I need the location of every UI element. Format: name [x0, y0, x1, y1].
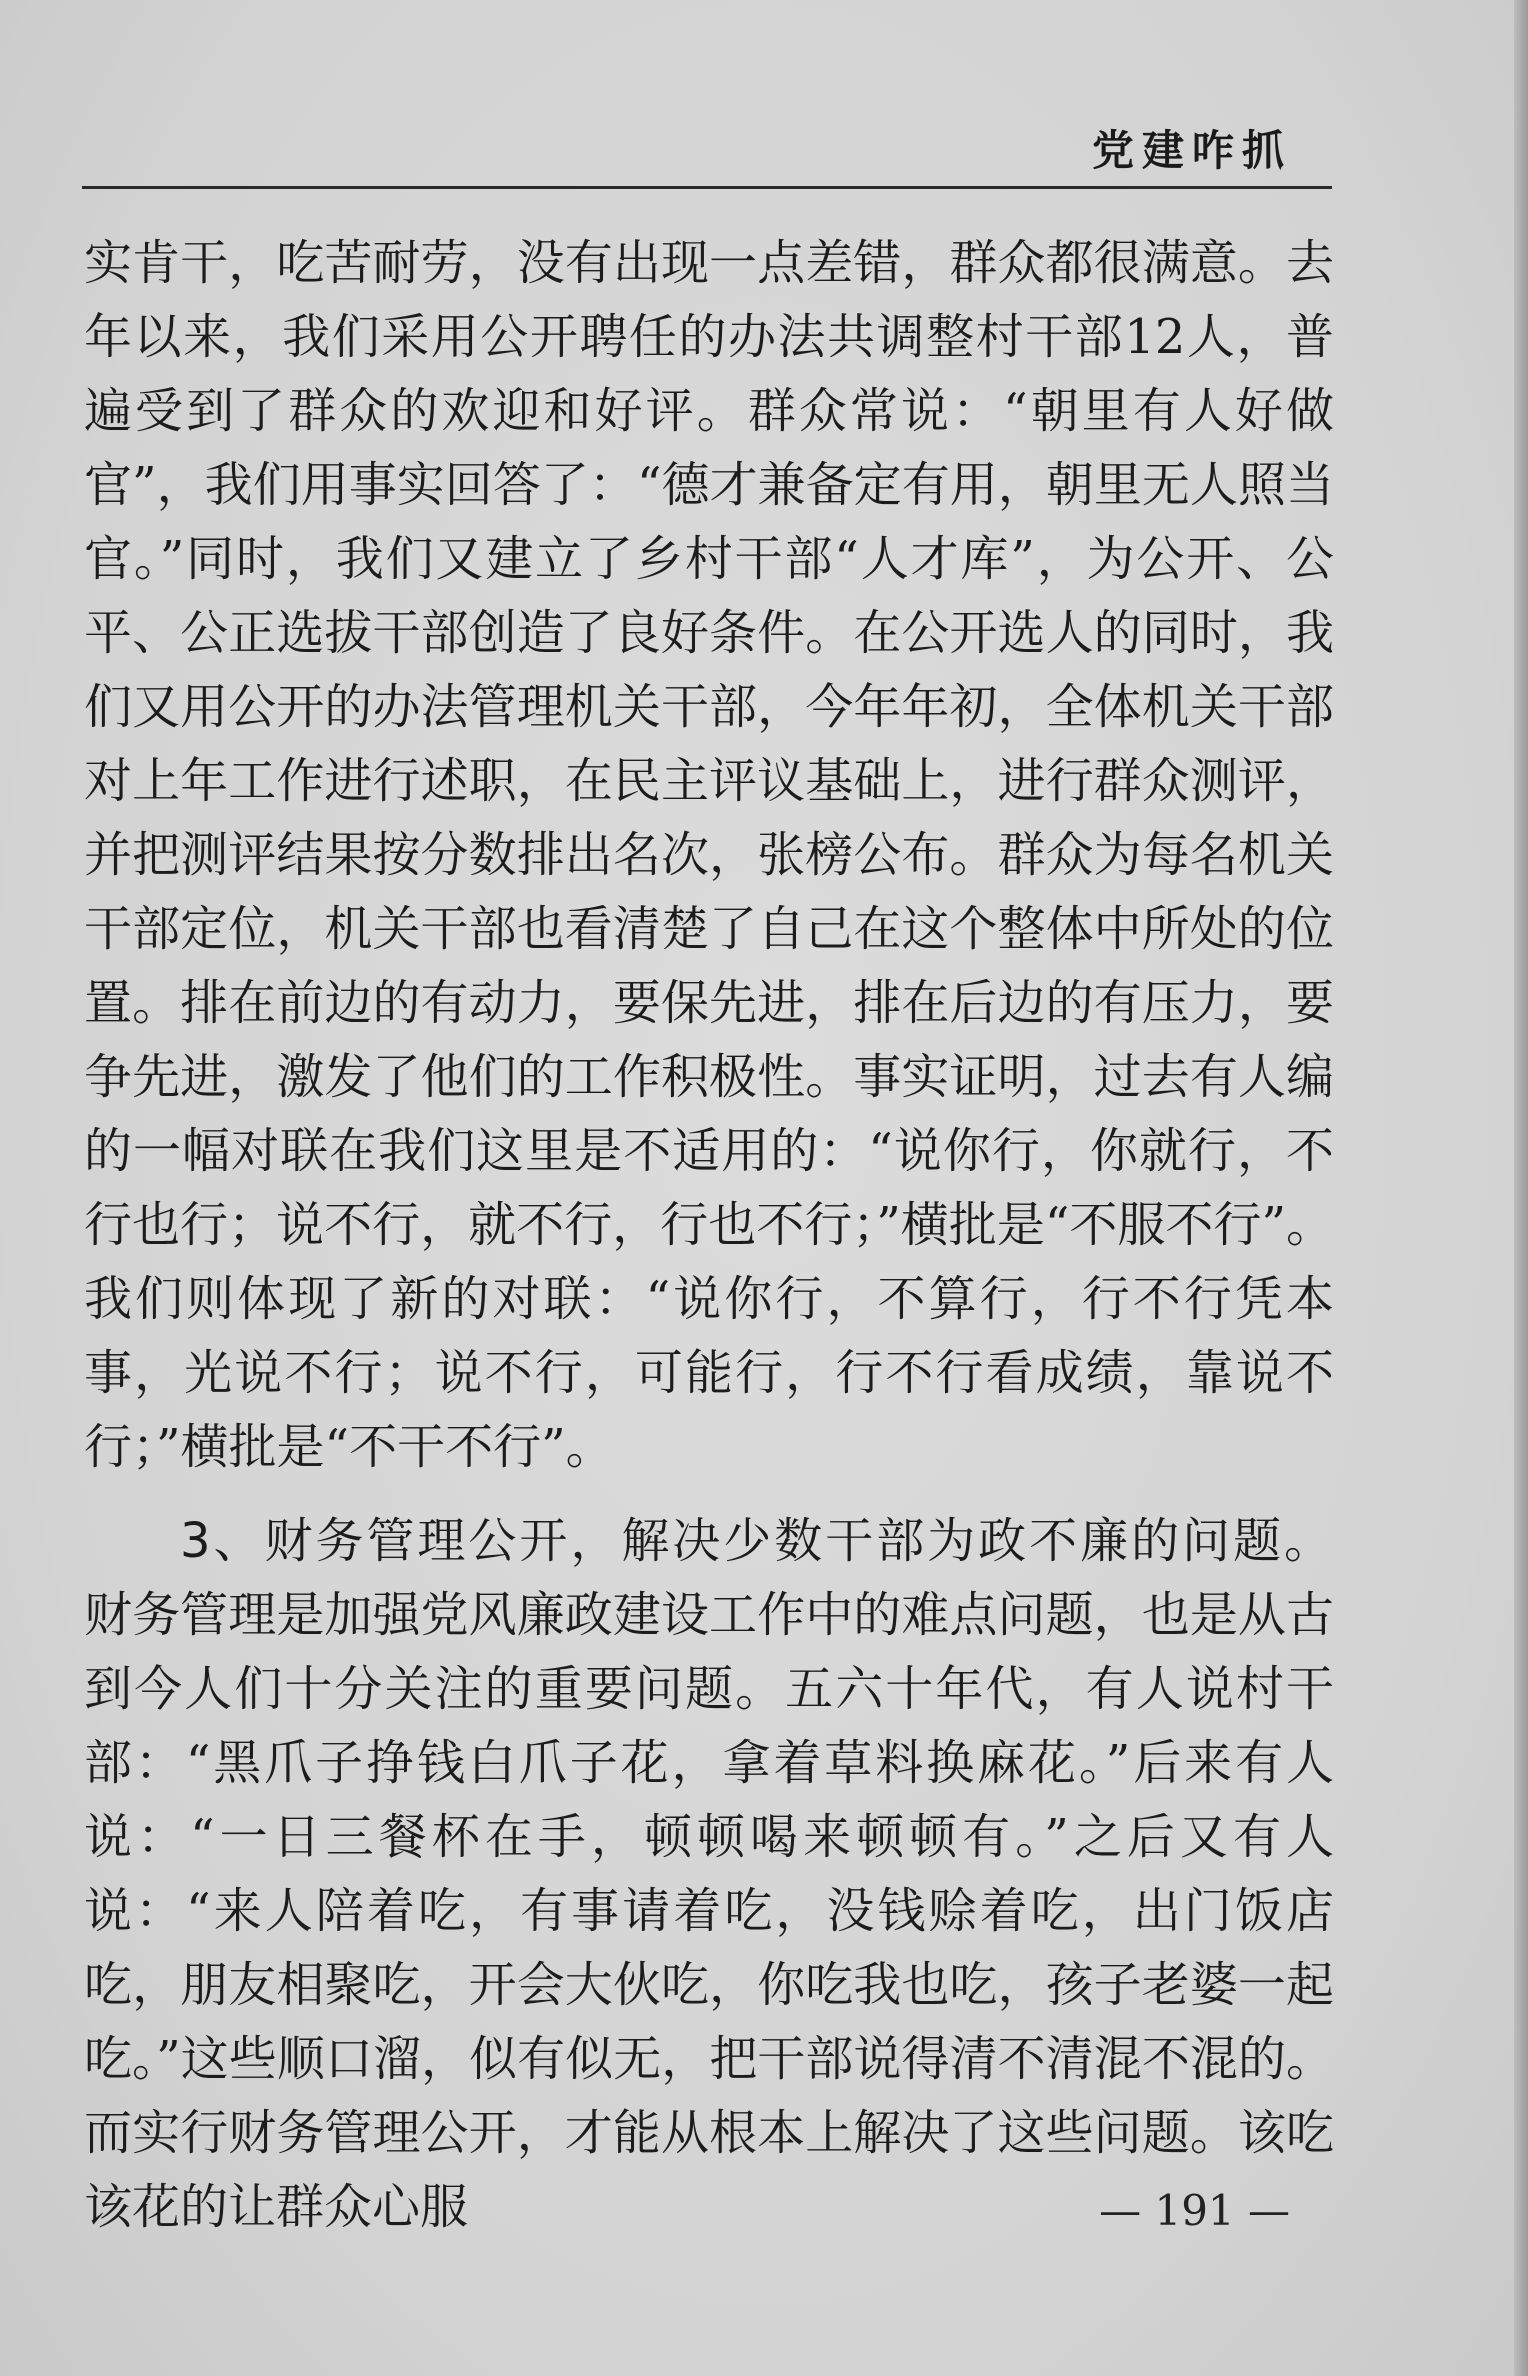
page-edge-shadow	[1514, 0, 1528, 2376]
page-number: — 191 —	[1099, 2186, 1290, 2235]
paragraph-1: 实肯干，吃苦耐劳，没有出现一点差错，群众都很满意。去年以来，我们采用公开聘任的办法共调整村干部12人，普遍受到了群众的欢迎和好评。群众常说：“朝里有人好做官”，我们用事实回答了：“德才兼备定有用，朝里无人照当官。”同时，我们又建立了乡村干部“人才库”，为公开、公平、公正选拔干部创造了良好条件。在公开选人的同时，我们又用公开的办法管理机关干部，今年年初，全体机关干部对上年工作进行述职，在民主评议基础上，进行群众测评，并把测评结果按分数排出名次，张榜公布。群众为每名机关干部定位，机关干部也看清楚了自己在这个整体中所处的位置。排在前边的有动力，要保先进，排在后边的有压力，要争先进，激发了他们的工作积极性。事实证明，过去有人编的一幅对联在我们这里是不适用的：“说你行，你就行，不行也行；说不行，就不行，行也不行；”横批是“不服不行”。我们则体现了新的对联：“说你行，不算行，行不行凭本事，光说不行；说不行，可能行，行不行看成绩，靠说不行；”横批是“不干不行”。	[84, 235, 1334, 1475]
paragraph-2	[84, 1504, 1334, 2244]
body-text	[84, 226, 1334, 2244]
section-heading-lead: 3、财务管理公开，解决少数干部为政不廉的问题。	[180, 1513, 1334, 1569]
header-rule	[82, 186, 1332, 189]
running-header-title: 党建咋抓	[1091, 126, 1292, 175]
paragraph-2-text: 财务管理是加强党风廉政建设工作中的难点问题，也是从古到今人们十分关注的重要问题。五六十年代，有人说村干部：“黑爪子挣钱白爪子花，拿着草料换麻花。”后来有人说：“一日三餐杯在手，顿顿喝来顿顿有。”之后又有人说：“来人陪着吃，有事请着吃，没钱赊着吃，出门饭店吃，朋友相聚吃，开会大伙吃，你吃我也吃，孩子老婆一起吃。”这些顺口溜，似有似无，把干部说得清不清混不混的。而实行财务管理公开，才能从根本上解决了这些问题。该吃该花的让群众心服	[84, 1587, 1334, 2235]
